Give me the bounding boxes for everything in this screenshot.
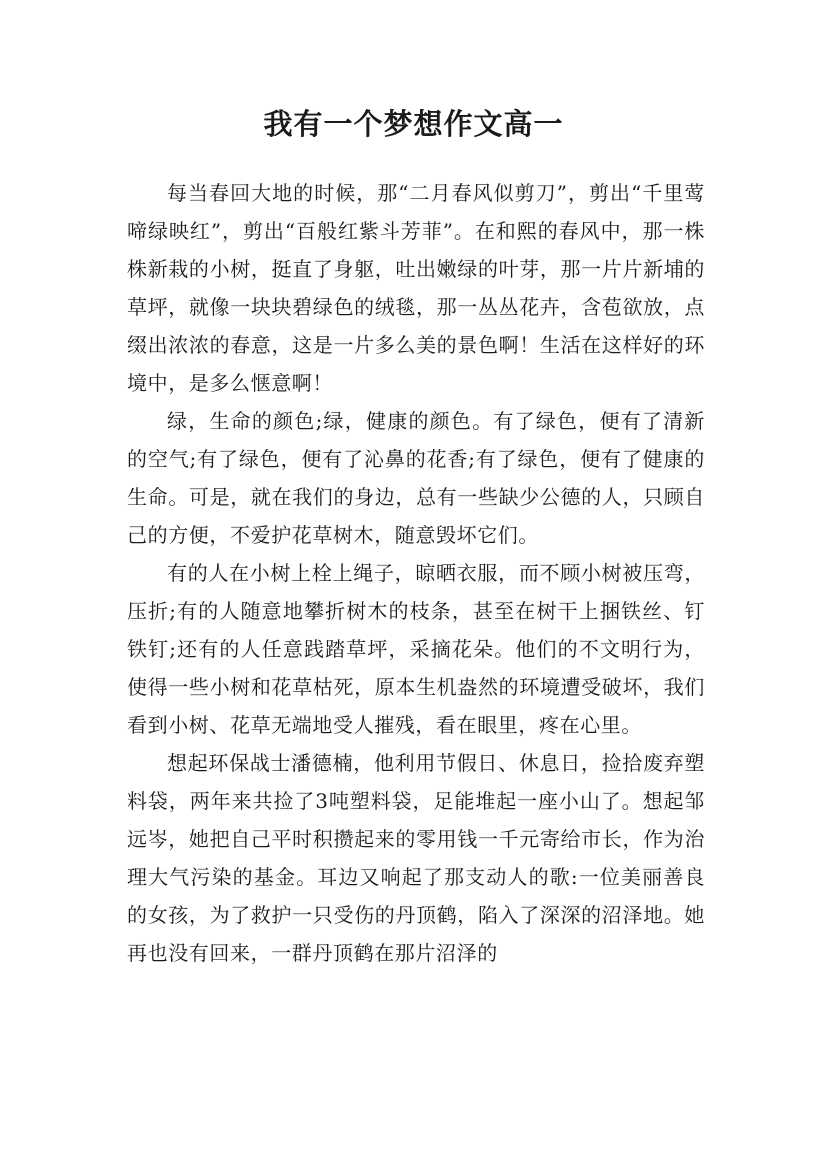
paragraph-3: 有的人在小树上栓上绳子，晾晒衣服，而不顾小树被压弯，压折;有的人随意地攀折树木的枝条，甚至在树干上捆铁丝、钉铁钉;还有的人任意践踏草坪，采摘花朵。他们的不文明行为，使得一些小树和花草枯死，原本生机盎然的环境遭受破坏，我们看到小树、花草无端地受人摧残，看在眼里，疼在心里。 <box>127 561 705 737</box>
paragraph-2: 绿，生命的颜色;绿，健康的颜色。有了绿色，便有了清新的空气;有了绿色，便有了沁鼻的花香;有了绿色，便有了健康的生命。可是，就在我们的身边，总有一些缺少公德的人，只顾自己的方便，不爱护花草树木，随意毁坏它们。 <box>127 409 705 547</box>
document-body <box>127 174 705 972</box>
document-title: 我有一个梦想作文高一 <box>263 107 564 141</box>
paragraph-4: 想起环保战士潘德楠，他利用节假日、休息日，捡拾废弃塑料袋，两年来共捡了3吨塑料袋，足能堆起一座小山了。想起邹远岑，她把自己平时积攒起来的零用钱一千元寄给市长，作为治理大气污染的基金。耳边又响起了那支动人的歌:一位美丽善良的女孩，为了救护一只受伤的丹顶鹤，陷入了深深的沼泽地。她再也没有回来，一群丹顶鹤在那片沼泽的 <box>127 751 705 965</box>
paragraph-1: 每当春回大地的时候，那“二月春风似剪刀”，剪出“千里莺啼绿映红”，剪出“百般红紫斗芳菲”。在和熙的春风中，那一株株新栽的小树，挺直了身躯，吐出嫩绿的叶芽，那一片片新埔的草坪，就像一块块碧绿色的绒毯，那一丛丛花卉，含苞欲放，点缀出浓浓的春意，这是一片多么美的景色啊！生活在这样好的环境中，是多么惬意啊！ <box>127 181 705 395</box>
